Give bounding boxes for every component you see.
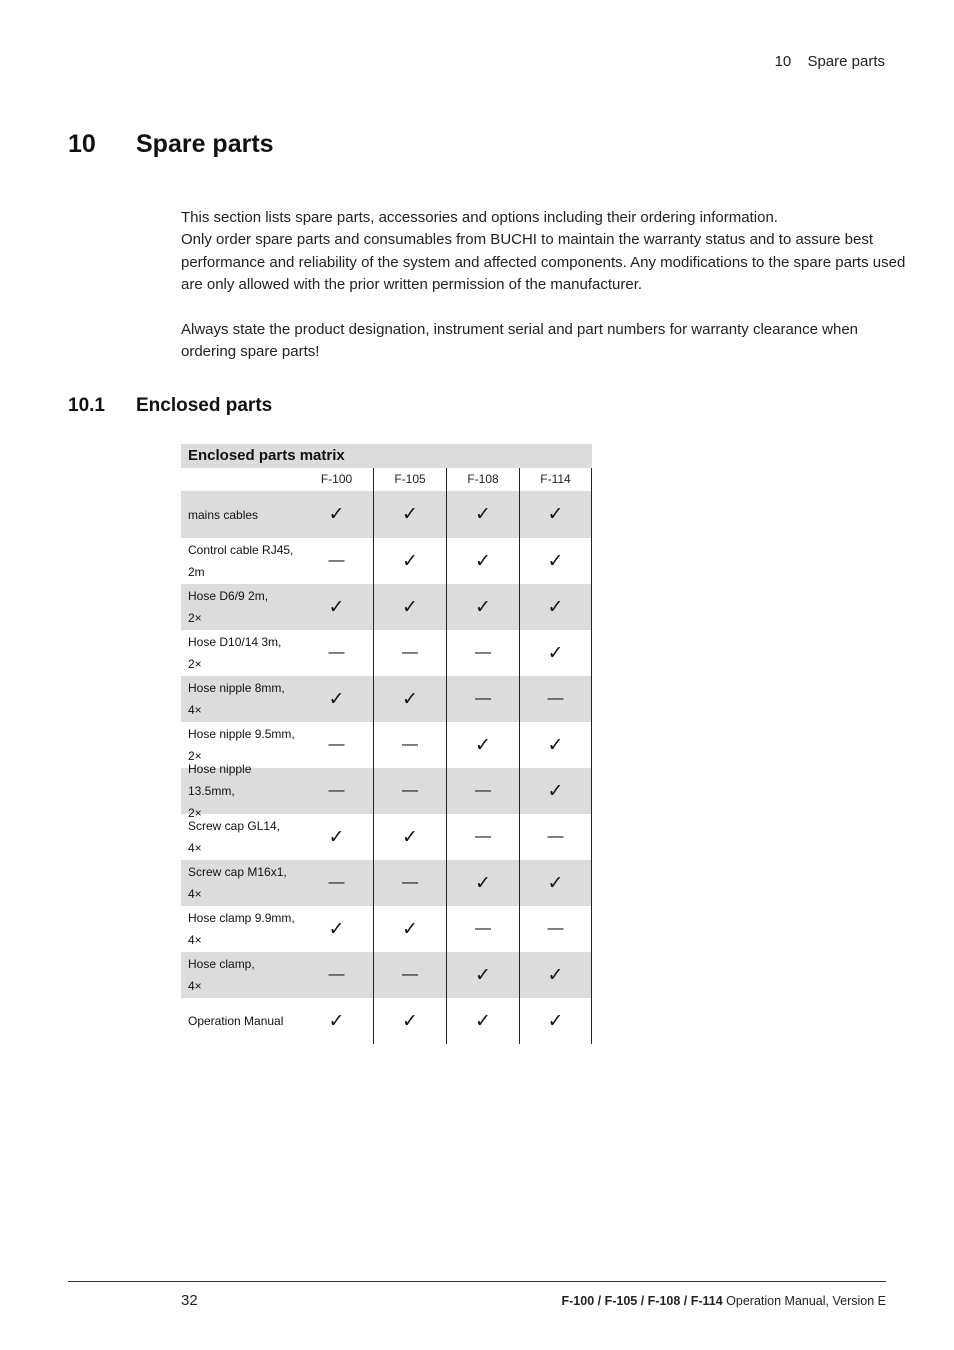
availability-mark: — <box>328 966 345 983</box>
checkmark-icon <box>519 491 592 538</box>
checkmark-icon <box>373 814 446 860</box>
checkmark-icon <box>519 584 592 630</box>
availability-mark: ✓ <box>475 964 491 986</box>
checkmark-icon <box>446 952 519 998</box>
part-name <box>181 630 300 676</box>
availability-mark: — <box>328 644 345 661</box>
dash-icon <box>373 722 446 768</box>
dash-icon <box>300 630 373 676</box>
column-header-f114: F-114 <box>519 468 592 491</box>
matrix-body <box>181 491 592 1044</box>
intro-line-1: This section lists spare parts, accessories and options including their ordering information. <box>181 209 778 226</box>
table-row <box>181 998 592 1044</box>
part-name-line1: mains cables <box>188 507 259 522</box>
availability-mark: ✓ <box>402 596 418 618</box>
part-quantity: 4× <box>188 979 202 993</box>
checkmark-icon <box>300 584 373 630</box>
enclosed-parts-matrix <box>181 444 592 1044</box>
intro-paragraph-2: Always state the product designation, instrument serial and part numbers for warranty clearance when ordering spare parts! <box>181 321 859 361</box>
table-row <box>181 860 592 906</box>
checkmark-icon <box>373 676 446 722</box>
checkmark-icon <box>519 952 592 998</box>
dash-icon <box>446 676 519 722</box>
matrix-column-headers <box>181 468 592 491</box>
part-quantity: 2× <box>188 806 202 820</box>
section-heading <box>68 395 272 417</box>
checkmark-icon <box>519 538 592 584</box>
availability-mark: ✓ <box>475 596 491 618</box>
availability-mark: ✓ <box>547 964 564 986</box>
part-name-line1: Screw cap M16x1, <box>188 865 287 879</box>
table-row <box>181 630 592 676</box>
matrix-title: Enclosed parts matrix <box>181 444 592 468</box>
dash-icon <box>373 630 446 676</box>
table-row <box>181 906 592 952</box>
part-name-line1: Hose nipple 9.5mm, <box>188 727 295 741</box>
part-name <box>181 491 300 538</box>
dash-icon <box>300 538 373 584</box>
section-title: Enclosed parts <box>136 395 273 416</box>
availability-mark: ✓ <box>402 918 418 940</box>
availability-mark: — <box>475 920 491 937</box>
table-row <box>181 491 592 538</box>
availability-mark: ✓ <box>328 504 345 525</box>
availability-mark: — <box>402 966 418 983</box>
footer-document-info <box>562 1294 887 1308</box>
availability-mark: ✓ <box>547 504 564 525</box>
running-header <box>775 53 885 70</box>
dash-icon <box>446 630 519 676</box>
dash-icon <box>300 952 373 998</box>
intro-paragraph-1 <box>181 207 906 297</box>
availability-mark: — <box>402 874 418 891</box>
footer-doc: Operation Manual, Version E <box>726 1294 886 1308</box>
availability-mark: ✓ <box>475 734 491 756</box>
part-quantity: 2× <box>188 611 202 625</box>
chapter-title: Spare parts <box>136 130 274 158</box>
part-quantity: 4× <box>188 887 202 901</box>
checkmark-icon <box>446 998 519 1044</box>
availability-mark: ✓ <box>475 504 491 525</box>
intro-text <box>181 207 906 364</box>
dash-icon <box>373 860 446 906</box>
availability-mark: ✓ <box>402 550 418 572</box>
part-name <box>181 860 300 906</box>
part-name-line1: Hose nipple 8mm, <box>188 681 285 695</box>
part-name-line1: Hose D10/14 3m, <box>188 635 282 649</box>
part-name-line1: Hose clamp, <box>188 957 255 971</box>
table-row <box>181 538 592 584</box>
availability-mark: ✓ <box>547 596 564 618</box>
dash-icon <box>446 814 519 860</box>
footer-product: F-100 / F-105 / F-108 / F-114 <box>561 1294 723 1308</box>
dash-icon <box>373 768 446 814</box>
table-row <box>181 676 592 722</box>
footer-divider <box>68 1281 886 1282</box>
availability-mark: — <box>475 828 491 845</box>
availability-mark: ✓ <box>475 550 491 572</box>
table-row <box>181 762 592 820</box>
availability-mark: ✓ <box>547 780 564 802</box>
dash-icon <box>446 768 519 814</box>
availability-mark: — <box>475 782 491 799</box>
checkmark-icon <box>446 538 519 584</box>
running-header-chapter-title: Spare parts <box>807 53 885 70</box>
availability-mark: ✓ <box>402 1010 418 1032</box>
page-number: 32 <box>181 1292 198 1309</box>
checkmark-icon <box>373 491 446 538</box>
part-name <box>181 906 300 952</box>
availability-mark: ✓ <box>547 642 564 664</box>
dash-icon <box>519 676 592 722</box>
part-name-line1: Hose nipple 13.5mm, <box>188 762 252 798</box>
part-name-line1: Control cable RJ45, <box>188 543 294 557</box>
checkmark-icon <box>300 491 373 538</box>
availability-mark: ✓ <box>475 872 491 894</box>
checkmark-icon <box>519 860 592 906</box>
part-quantity: 4× <box>188 703 202 717</box>
part-name-line1: Hose D6/9 2m, <box>188 589 269 603</box>
part-name <box>181 998 300 1044</box>
chapter-heading <box>68 130 274 159</box>
checkmark-icon <box>373 538 446 584</box>
checkmark-icon <box>519 722 592 768</box>
availability-mark: — <box>328 782 345 799</box>
availability-mark: ✓ <box>547 734 564 756</box>
availability-mark: ✓ <box>328 826 345 848</box>
availability-mark: — <box>547 690 564 707</box>
availability-mark: — <box>402 736 418 753</box>
availability-mark: — <box>475 644 491 661</box>
checkmark-icon <box>446 860 519 906</box>
checkmark-icon <box>446 722 519 768</box>
checkmark-icon <box>446 491 519 538</box>
part-name <box>181 762 300 820</box>
availability-mark: ✓ <box>547 872 564 894</box>
running-header-chapter-number: 10 <box>774 53 792 70</box>
table-row <box>181 814 592 860</box>
availability-mark: — <box>402 782 418 799</box>
part-quantity: 4× <box>188 841 202 855</box>
part-name-line1: Hose clamp 9.9mm, <box>188 911 295 925</box>
column-header-f105: F-105 <box>373 468 446 491</box>
section-number: 10.1 <box>68 395 105 416</box>
part-name <box>181 814 300 860</box>
part-name <box>181 952 300 998</box>
checkmark-icon <box>300 676 373 722</box>
chapter-number: 10 <box>68 130 96 158</box>
table-row <box>181 584 592 630</box>
column-header-f108: F-108 <box>446 468 519 491</box>
availability-mark: ✓ <box>328 918 345 940</box>
part-quantity: 2m <box>188 565 205 579</box>
intro-line-2: Only order spare parts and consumables from BUCHI to maintain the warranty status and to assure best performance and reliability of the system and affected components. Any modifications to the spare parts used are only allowed with the prior written permission of the manufacturer. <box>181 231 906 294</box>
checkmark-icon <box>519 998 592 1044</box>
availability-mark: — <box>328 874 345 891</box>
availability-mark: ✓ <box>328 1010 345 1032</box>
checkmark-icon <box>519 630 592 676</box>
checkmark-icon <box>300 814 373 860</box>
part-name <box>181 676 300 722</box>
part-name <box>181 538 300 584</box>
part-quantity: 2× <box>188 657 202 671</box>
checkmark-icon <box>446 584 519 630</box>
checkmark-icon <box>519 768 592 814</box>
dash-icon <box>446 906 519 952</box>
part-name-line1: Screw cap GL14, <box>188 819 281 833</box>
availability-mark: — <box>547 920 564 937</box>
availability-mark: ✓ <box>547 550 564 572</box>
part-quantity: 2× <box>188 749 202 763</box>
availability-mark: ✓ <box>328 688 345 710</box>
availability-mark: ✓ <box>475 1010 491 1032</box>
availability-mark: — <box>402 644 418 661</box>
part-name-line1: Operation Manual <box>188 1014 284 1028</box>
availability-mark: ✓ <box>547 1010 564 1032</box>
dash-icon <box>373 952 446 998</box>
availability-mark: — <box>547 828 564 845</box>
availability-mark: ✓ <box>402 688 418 710</box>
checkmark-icon <box>300 998 373 1044</box>
checkmark-icon <box>300 906 373 952</box>
availability-mark: ✓ <box>328 596 345 618</box>
checkmark-icon <box>373 584 446 630</box>
availability-mark: ✓ <box>402 504 418 525</box>
checkmark-icon <box>373 998 446 1044</box>
table-row <box>181 952 592 998</box>
column-header-f100: F-100 <box>320 472 353 486</box>
availability-mark: — <box>328 736 345 753</box>
dash-icon <box>519 906 592 952</box>
part-quantity: 4× <box>188 933 202 947</box>
checkmark-icon <box>373 906 446 952</box>
dash-icon <box>300 860 373 906</box>
availability-mark: — <box>475 690 491 707</box>
availability-mark: ✓ <box>402 826 418 848</box>
dash-icon <box>300 722 373 768</box>
part-name <box>181 584 300 630</box>
availability-mark: — <box>328 552 345 569</box>
dash-icon <box>519 814 592 860</box>
dash-icon <box>300 768 373 814</box>
